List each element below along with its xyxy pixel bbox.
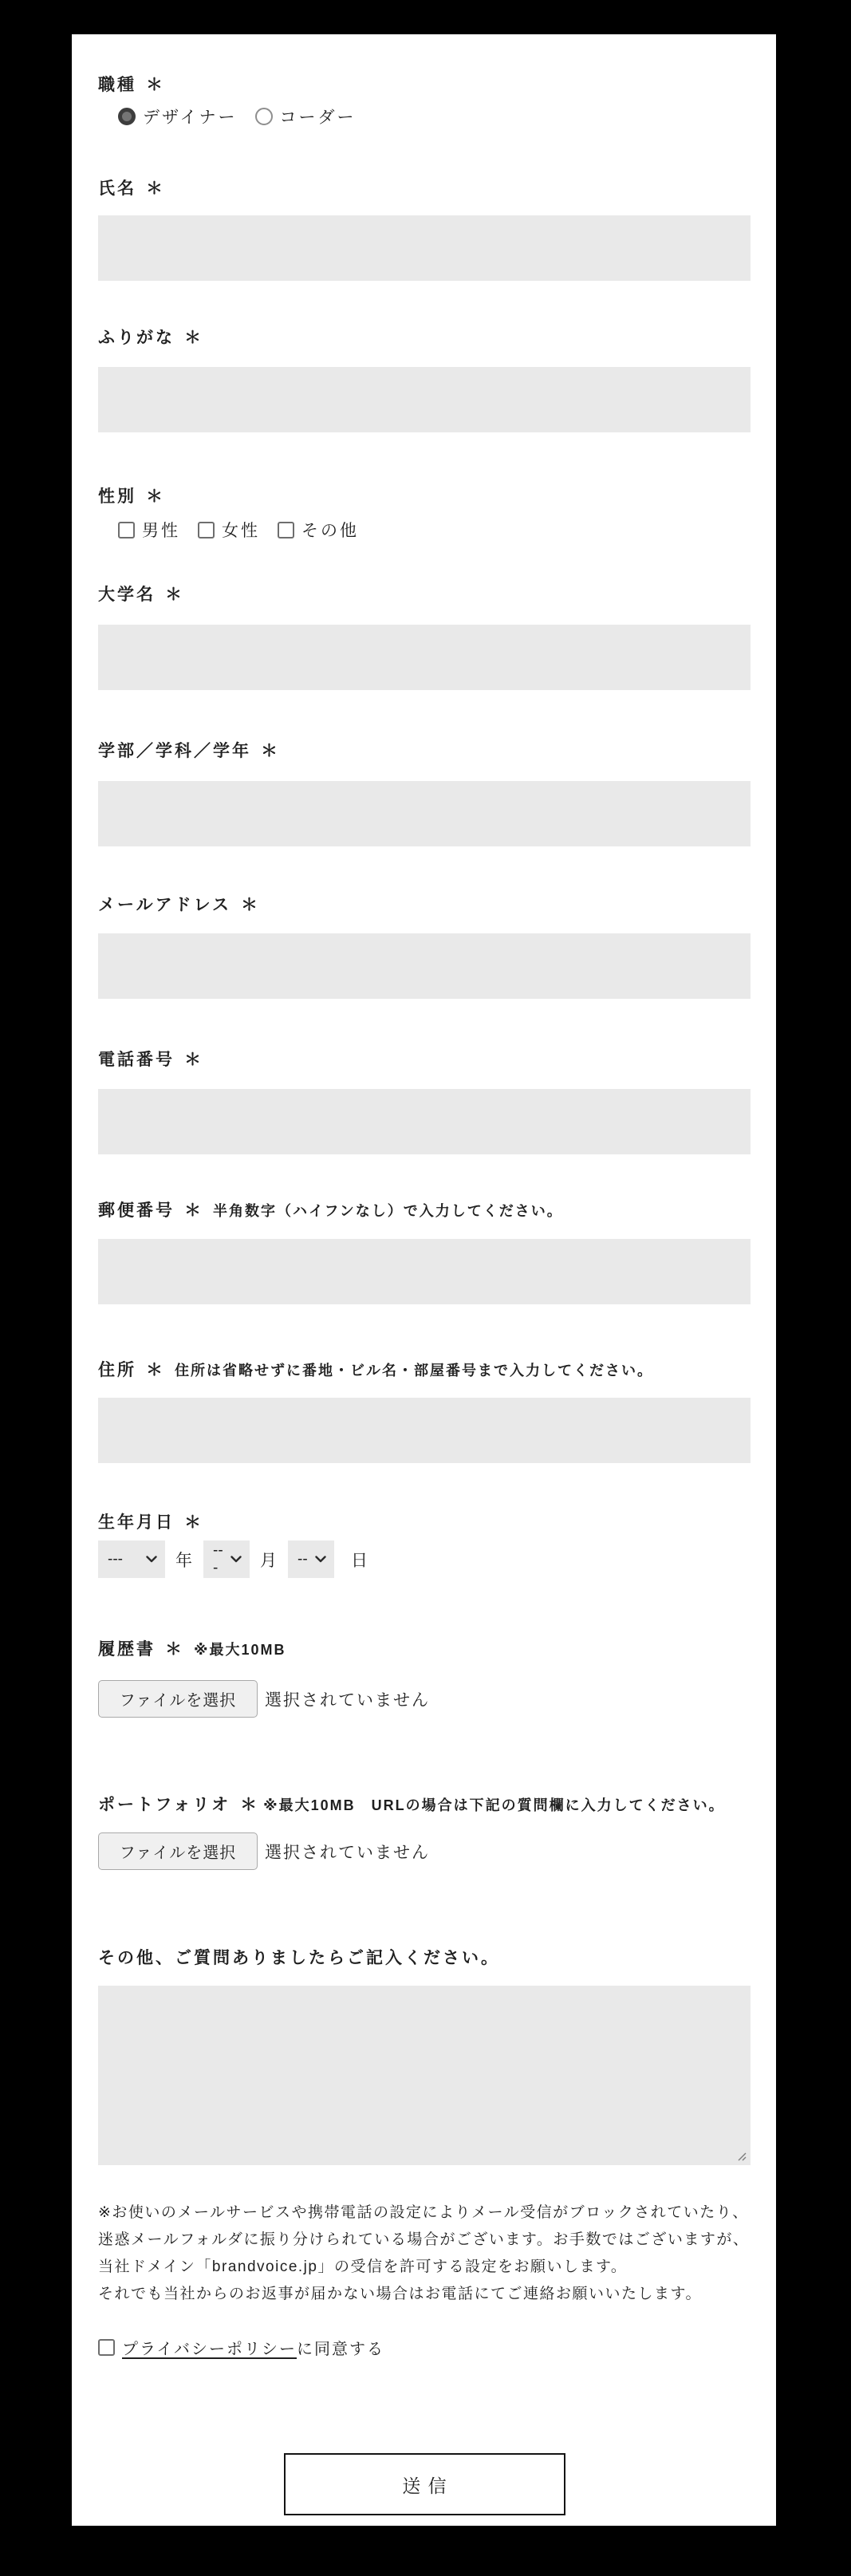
furigana-input[interactable] (98, 367, 751, 432)
year-unit-label: 年 (175, 1551, 193, 1570)
mail-notice (98, 2199, 751, 2308)
birth-day-select[interactable] (288, 1540, 334, 1578)
resume-label: 履歴書 (98, 1640, 156, 1659)
checkbox-option-male[interactable] (118, 518, 180, 542)
postal-input[interactable] (98, 1239, 751, 1304)
application-form (72, 34, 776, 2526)
job-type-label-row (98, 76, 751, 94)
portfolio-note: ※最大10MB URLの場合は下記の質問欄に入力してください。 (263, 1797, 725, 1813)
university-label-row (98, 586, 751, 604)
university-label: 大学名 (98, 586, 156, 604)
portfolio-file-row (98, 1832, 751, 1870)
portfolio-file-status: 選択されていません (265, 1843, 430, 1862)
birthdate-label-row (98, 1513, 751, 1532)
other-questions-label: その他、ご質問ありましたらご記入ください。 (98, 1949, 500, 1967)
job-type-options (118, 105, 751, 128)
address-label: 住所 (98, 1361, 136, 1379)
checkbox-option-female[interactable] (198, 518, 260, 542)
birth-month-value: --- (213, 1541, 223, 1576)
name-label-row (98, 179, 751, 198)
mail-notice-paragraph-2: それでも当社からのお返事が届かない場合はお電話にてご連絡お願いいたします。 (98, 2286, 702, 2302)
required-mark: ＊ (184, 1513, 203, 1532)
gender-options (118, 518, 751, 542)
month-unit-label: 月 (260, 1551, 278, 1570)
mail-notice-paragraph-1: ※お使いのメールサービスや携帯電話の設定によりメール受信がブロックされていたり、迷惑メールフォルダに振り分けられている場合がございます。お手数ではございますが、当社ドメイン「brandvoice.jp」の受信を許可する設定をお願いします。 (98, 2204, 750, 2275)
chevron-down-icon (230, 1556, 242, 1563)
birth-year-select[interactable] (98, 1540, 165, 1578)
chevron-down-icon (146, 1556, 157, 1563)
radio-option-coder[interactable] (255, 105, 357, 128)
gender-label: 性別 (98, 487, 136, 506)
address-input[interactable] (98, 1398, 751, 1463)
required-mark: ＊ (184, 1201, 203, 1220)
furigana-label: ふりがな (98, 329, 175, 347)
resume-note: ※最大10MB (194, 1642, 286, 1658)
required-mark: ＊ (146, 179, 165, 198)
birth-month-select[interactable] (203, 1540, 250, 1578)
required-mark: ＊ (184, 1051, 203, 1069)
required-mark: ＊ (146, 1361, 165, 1379)
checkbox-option-label: 女性 (222, 522, 260, 540)
birth-year-value: --- (108, 1550, 123, 1568)
phone-label-row (98, 1051, 751, 1069)
department-label-row (98, 742, 751, 760)
required-mark: ＊ (165, 586, 184, 604)
birthdate-row (98, 1540, 751, 1578)
submit-button[interactable]: 送信 (284, 2453, 565, 2515)
radio-option-designer[interactable] (118, 105, 238, 128)
email-label: メールアドレス (98, 896, 231, 914)
phone-input[interactable] (98, 1089, 751, 1154)
required-mark: ＊ (184, 329, 203, 347)
checkbox-option-other[interactable] (278, 518, 359, 542)
furigana-label-row (98, 329, 751, 347)
checkbox-option-label: 男性 (142, 522, 180, 540)
department-label: 学部／学科／学年 (98, 742, 251, 760)
privacy-policy-link[interactable]: プライバシーポリシー (122, 2341, 297, 2358)
radio-unchecked-icon[interactable] (255, 108, 273, 125)
privacy-agree-row[interactable] (98, 2336, 751, 2359)
resume-file-status: 選択されていません (265, 1690, 430, 1710)
privacy-agree-label: に同意する (297, 2341, 384, 2358)
required-mark: ＊ (146, 76, 165, 94)
checkbox-icon[interactable] (198, 522, 215, 538)
radio-checked-icon[interactable] (118, 108, 136, 125)
email-input[interactable] (98, 933, 751, 999)
required-mark: ＊ (240, 896, 260, 914)
portfolio-label-row (98, 1796, 751, 1815)
address-label-row (98, 1361, 751, 1380)
chevron-down-icon (315, 1556, 326, 1563)
birthdate-label: 生年月日 (98, 1513, 175, 1532)
required-mark: ＊ (165, 1640, 184, 1659)
postal-note: 半角数字（ハイフンなし）で入力してください。 (213, 1203, 563, 1219)
day-unit-label: 日 (351, 1551, 368, 1570)
department-input[interactable] (98, 781, 751, 846)
gender-label-row (98, 487, 751, 506)
required-mark: ＊ (261, 742, 280, 760)
resume-label-row (98, 1640, 751, 1659)
resume-file-select-button[interactable]: ファイルを選択 (98, 1680, 258, 1718)
resize-handle-icon[interactable] (737, 2152, 747, 2161)
privacy-checkbox-icon[interactable] (98, 2339, 115, 2356)
other-questions-field (98, 1986, 751, 2165)
address-note: 住所は省略せずに番地・ビル名・部屋番号まで入力してください。 (175, 1363, 653, 1379)
name-input[interactable] (98, 215, 751, 281)
postal-label: 郵便番号 (98, 1201, 175, 1220)
radio-option-label: コーダー (279, 108, 357, 127)
resume-file-row (98, 1680, 751, 1718)
portfolio-label: ポートフォリオ (98, 1796, 231, 1814)
radio-option-label: デザイナー (143, 108, 238, 127)
portfolio-file-select-button[interactable]: ファイルを選択 (98, 1832, 258, 1870)
checkbox-icon[interactable] (278, 522, 294, 538)
postal-label-row (98, 1201, 751, 1221)
job-type-label: 職種 (98, 76, 136, 94)
email-label-row (98, 896, 751, 914)
required-mark: ＊ (146, 487, 165, 506)
checkbox-icon[interactable] (118, 522, 135, 538)
phone-label: 電話番号 (98, 1051, 175, 1069)
other-questions-textarea[interactable] (98, 1986, 751, 2165)
required-mark: ＊ (240, 1796, 260, 1814)
birth-day-value: -- (297, 1550, 308, 1568)
university-input[interactable] (98, 625, 751, 690)
other-questions-label-row (98, 1949, 751, 1967)
name-label: 氏名 (98, 179, 136, 198)
checkbox-option-label: その他 (301, 522, 359, 540)
